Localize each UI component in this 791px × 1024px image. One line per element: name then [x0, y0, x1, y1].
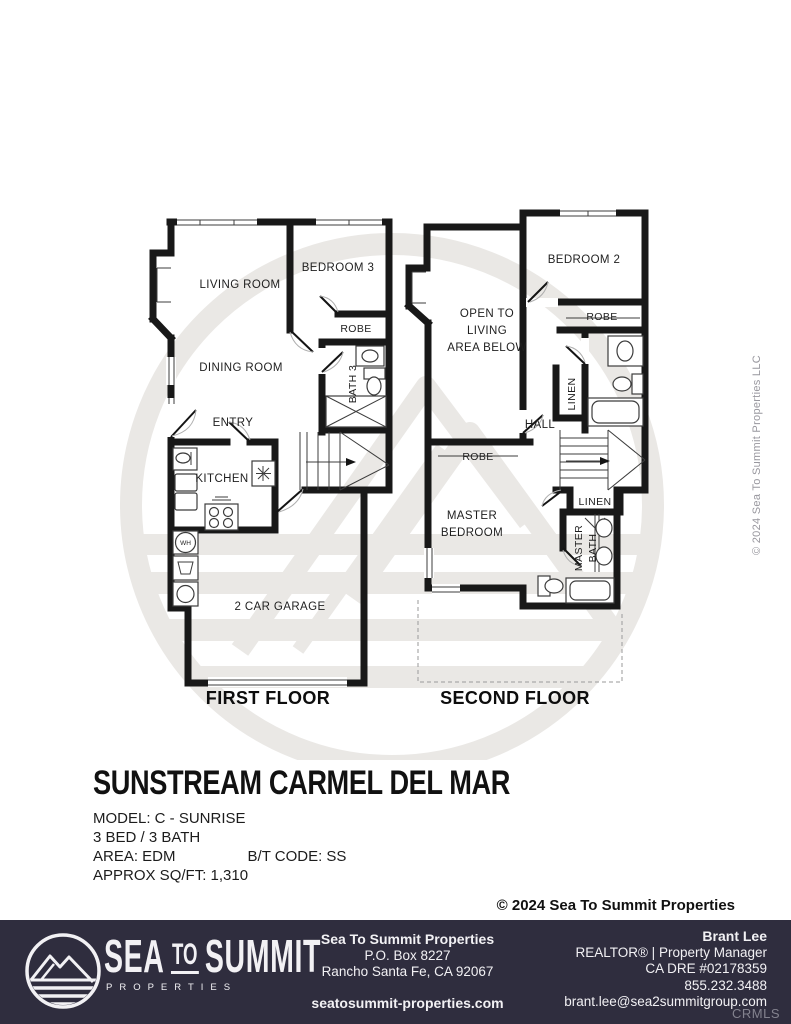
mountain-waves-circle-icon: [22, 930, 104, 1012]
company-address1: P.O. Box 8227: [364, 947, 451, 963]
dining-room-label: DINING ROOM: [199, 362, 283, 374]
kitchen-label: KITCHEN: [195, 473, 249, 485]
first-floor-caption: FIRST FLOOR: [205, 688, 331, 708]
linen-master-label: LINEN: [578, 496, 612, 508]
water-heater-label: WH: [180, 540, 191, 547]
agent-license: CA DRE #02178359: [645, 961, 767, 976]
agent-info: [467, 928, 767, 1011]
washer-icon: [173, 556, 198, 580]
logo-word-sea: SEA: [104, 930, 165, 982]
robe-master-label: ROBE: [462, 451, 494, 463]
open-to-label-1: OPEN TO: [459, 308, 515, 320]
open-to-label-3: AREA BELOW: [447, 342, 527, 354]
sqft-line: APPROX SQ/FT: 1,310: [93, 867, 249, 884]
page-title: SUNSTREAM CARMEL DEL MAR: [93, 764, 511, 802]
agent-email[interactable]: brant.lee@sea2summitgroup.com: [564, 994, 767, 1009]
linen-hall-label: LINEN: [566, 377, 578, 411]
agent-title: REALTOR® | Property Manager: [575, 944, 767, 960]
master-bath-label-2: BATH: [587, 533, 599, 563]
hall-label: HALL: [524, 419, 556, 431]
title-block: [93, 764, 614, 885]
master-bedroom-label-2: BEDROOM: [440, 527, 504, 539]
second-floor-caption: SECOND FLOOR: [440, 688, 590, 708]
bt-code-label: B/T CODE: SS: [247, 848, 347, 865]
crmls-watermark: CRMLS: [731, 1006, 780, 1021]
master-bedroom-label-1: MASTER: [446, 510, 498, 522]
open-to-label-2: LIVING: [466, 325, 508, 337]
area-bt-line: [93, 847, 614, 866]
agent-name: Brant Lee: [702, 928, 767, 944]
garage-label: 2 CAR GARAGE: [234, 601, 326, 613]
entry-label: ENTRY: [212, 417, 254, 429]
logo-word-summit: SUMMIT: [204, 930, 322, 982]
company-address2: Rancho Santa Fe, CA 92067: [321, 964, 494, 979]
robe-label: ROBE: [340, 323, 372, 335]
master-bath-label-1: MASTER: [573, 524, 585, 572]
bedroom2-label: BEDROOM 2: [547, 254, 621, 266]
footer-copyright: © 2024 Sea To Summit Properties: [496, 897, 735, 914]
bath3-label: BATH 3: [347, 364, 359, 404]
company-website[interactable]: seatosummit-properties.com: [311, 994, 504, 1011]
logo-word-to: TO: [171, 940, 199, 974]
area-label: AREA: EDM: [93, 848, 176, 865]
vertical-copyright: © 2024 Sea To Summit Properties LLC: [751, 355, 763, 555]
living-room-label: LIVING ROOM: [199, 279, 281, 291]
second-floor-stairs: [560, 430, 645, 490]
laundry-fixtures: [173, 531, 198, 606]
footer-bar: [0, 920, 791, 1024]
bed-bath-line: 3 BED / 3 BATH: [93, 829, 201, 846]
model-line: MODEL: C - SUNRISE: [93, 810, 246, 827]
kitchen-fixtures: [173, 448, 275, 530]
title-details: [93, 809, 614, 885]
logo-subtitle: PROPERTIES: [106, 982, 238, 993]
agent-phone[interactable]: 855.232.3488: [684, 977, 767, 993]
robe-bedroom2-label: ROBE: [586, 311, 618, 323]
bedroom3-label: BEDROOM 3: [301, 262, 375, 274]
company-name: Sea To Summit Properties: [320, 931, 495, 947]
